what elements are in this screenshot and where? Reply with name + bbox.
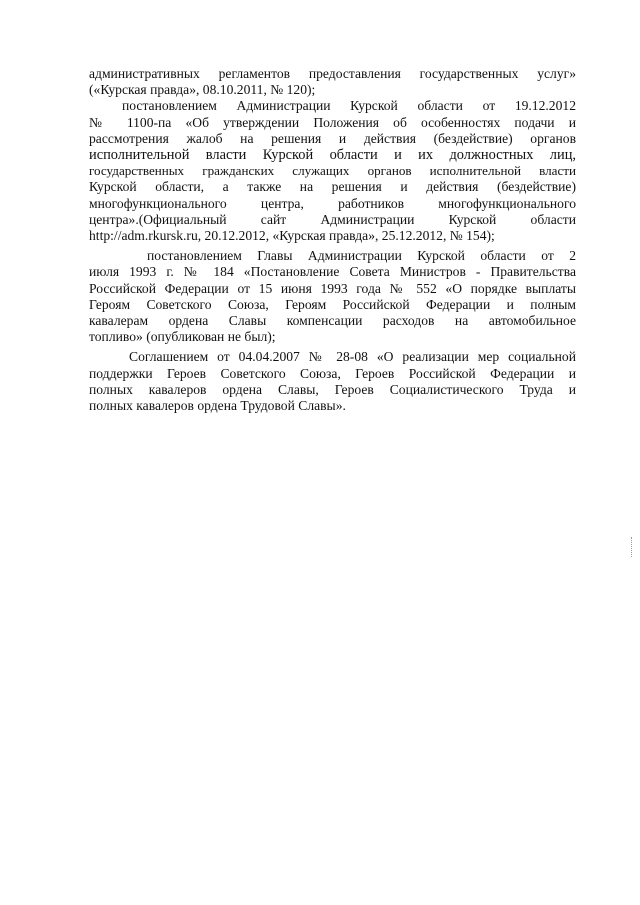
text-line: Героям Советского Союза, Героям Российской Федерации и полным [89, 296, 576, 312]
text-line: Российской Федерации от 15 июня 1993 года № 552 «О порядке выплаты [89, 280, 576, 296]
text-line: административных регламентов предоставления государственных услуг» [89, 66, 576, 81]
scan-edge-mark [631, 537, 635, 557]
text-line: кавалерам ордена Славы компенсации расходов на автомобильное [89, 313, 576, 329]
text-line: июля 1993 г. № 184 «Постановление Совета Министров - Правительства [89, 264, 576, 280]
text-line: полных кавалеров ордена Трудовой Славы». [89, 398, 346, 414]
text-line: государственных гражданских служащих органов исполнительной власти [89, 163, 576, 179]
text-line: центра».(Официальный сайт Администрации Курской области [89, 211, 576, 227]
text-line: («Курская правда», 08.10.2011, № 120); [89, 82, 316, 98]
text-line: многофункционального центра, работников многофункционального [89, 195, 576, 211]
paragraph-agreement-28-08 [89, 349, 576, 414]
text-line: № 1100-па «Об утверждении Положения об особенностях подачи и [89, 114, 576, 130]
text-line: топливо» (опубликован не был); [89, 329, 276, 345]
paragraph-regulations-continuation [89, 66, 576, 98]
paragraph-resolution-1100pa [89, 98, 576, 244]
text-line: постановлением Администрации Курской области от 19.12.2012 [122, 98, 576, 114]
text-line: поддержки Героев Советского Союза, Героев Российской Федерации и [89, 365, 576, 381]
text-line: исполнительной власти Курской области и их должностных лиц, [89, 147, 576, 164]
document-body [89, 66, 576, 414]
text-line: Курской области, а также на решения и действия (бездействие) [89, 179, 576, 195]
text-line: Соглашением от 04.04.2007 № 28-08 «О реализации мер социальной [129, 349, 576, 365]
text-line: рассмотрения жалоб на решения и действия (бездействие) органов [89, 130, 576, 146]
text-line: полных кавалеров ордена Славы, Героев Социалистического Труда и [89, 381, 576, 397]
text-line: http://adm.rkursk.ru, 20.12.2012, «Курская правда», 25.12.2012, № 154); [89, 228, 495, 244]
paragraph-resolution-184 [89, 248, 576, 345]
text-line: постановлением Главы Администрации Курской области от 2 [147, 248, 576, 264]
